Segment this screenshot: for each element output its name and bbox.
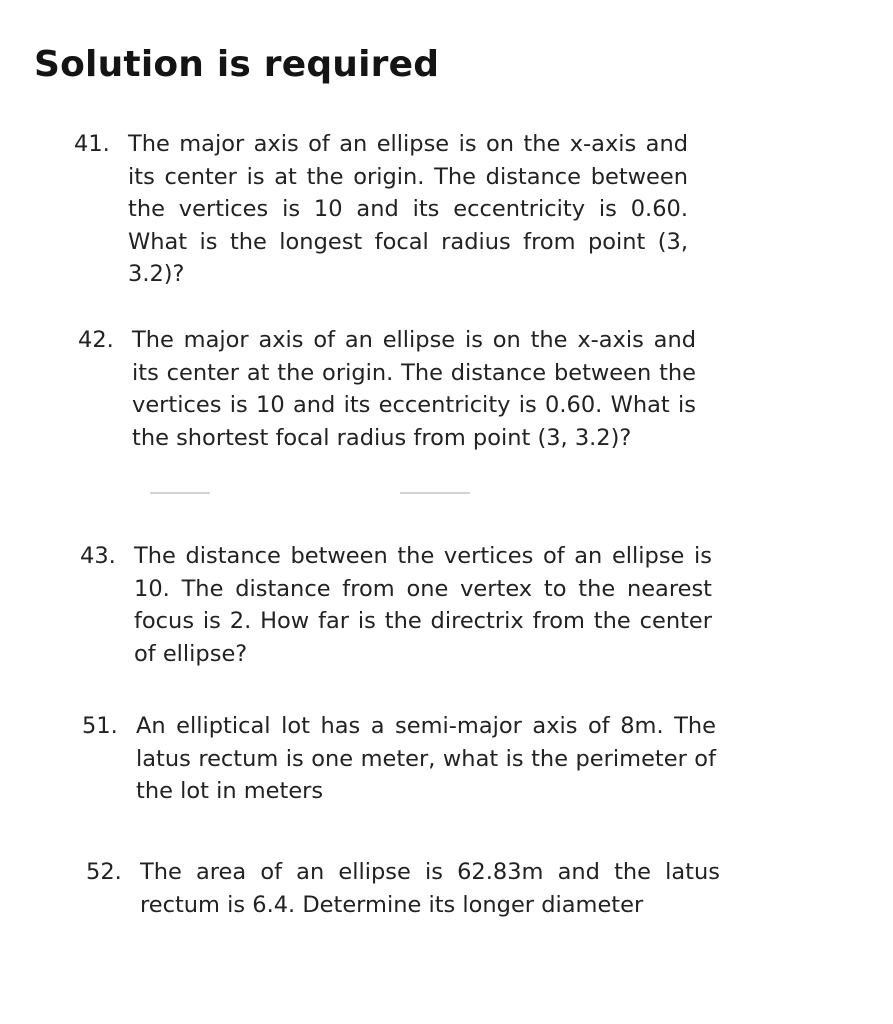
- problem-text: The major axis of an ellipse is on the x-axis and its center at the origin. The distance between the vertices is 10 and its eccentricity is 0.60. What is the shortest focal radius from point (3, 3.2)?: [132, 327, 696, 451]
- problem-text: The major axis of an ellipse is on the x-axis and its center is at the origin. The distance between the vertices is 10 and its eccentricity is 0.60. What is the longest focal radius from point (3, 3.2)?: [128, 131, 688, 287]
- problem-number: 41.: [74, 131, 110, 157]
- problem-52: [86, 856, 720, 921]
- problem-text: The area of an ellipse is 62.83m and the latus rectum is 6.4. Determine its longer diameter: [140, 859, 720, 918]
- page-title: Solution is required: [34, 44, 440, 85]
- problem-text: The distance between the vertices of an ellipse is 10. The distance from one vertex to the nearest focus is 2. How far is the directrix from the center of ellipse?: [134, 543, 712, 667]
- problem-43: [80, 540, 712, 670]
- problem-text: An elliptical lot has a semi-major axis of 8m. The latus rectum is one meter, what is the perimeter of the lot in meters: [136, 713, 716, 804]
- problem-number: 51.: [82, 713, 118, 739]
- problem-42: [78, 324, 696, 454]
- problem-number: 42.: [78, 327, 114, 353]
- problem-41: [74, 128, 688, 291]
- problem-number: 52.: [86, 859, 122, 885]
- problem-number: 43.: [80, 543, 116, 569]
- scan-artifact-line: [400, 492, 470, 494]
- problem-51: [82, 710, 716, 808]
- scan-artifact-line: [150, 492, 210, 494]
